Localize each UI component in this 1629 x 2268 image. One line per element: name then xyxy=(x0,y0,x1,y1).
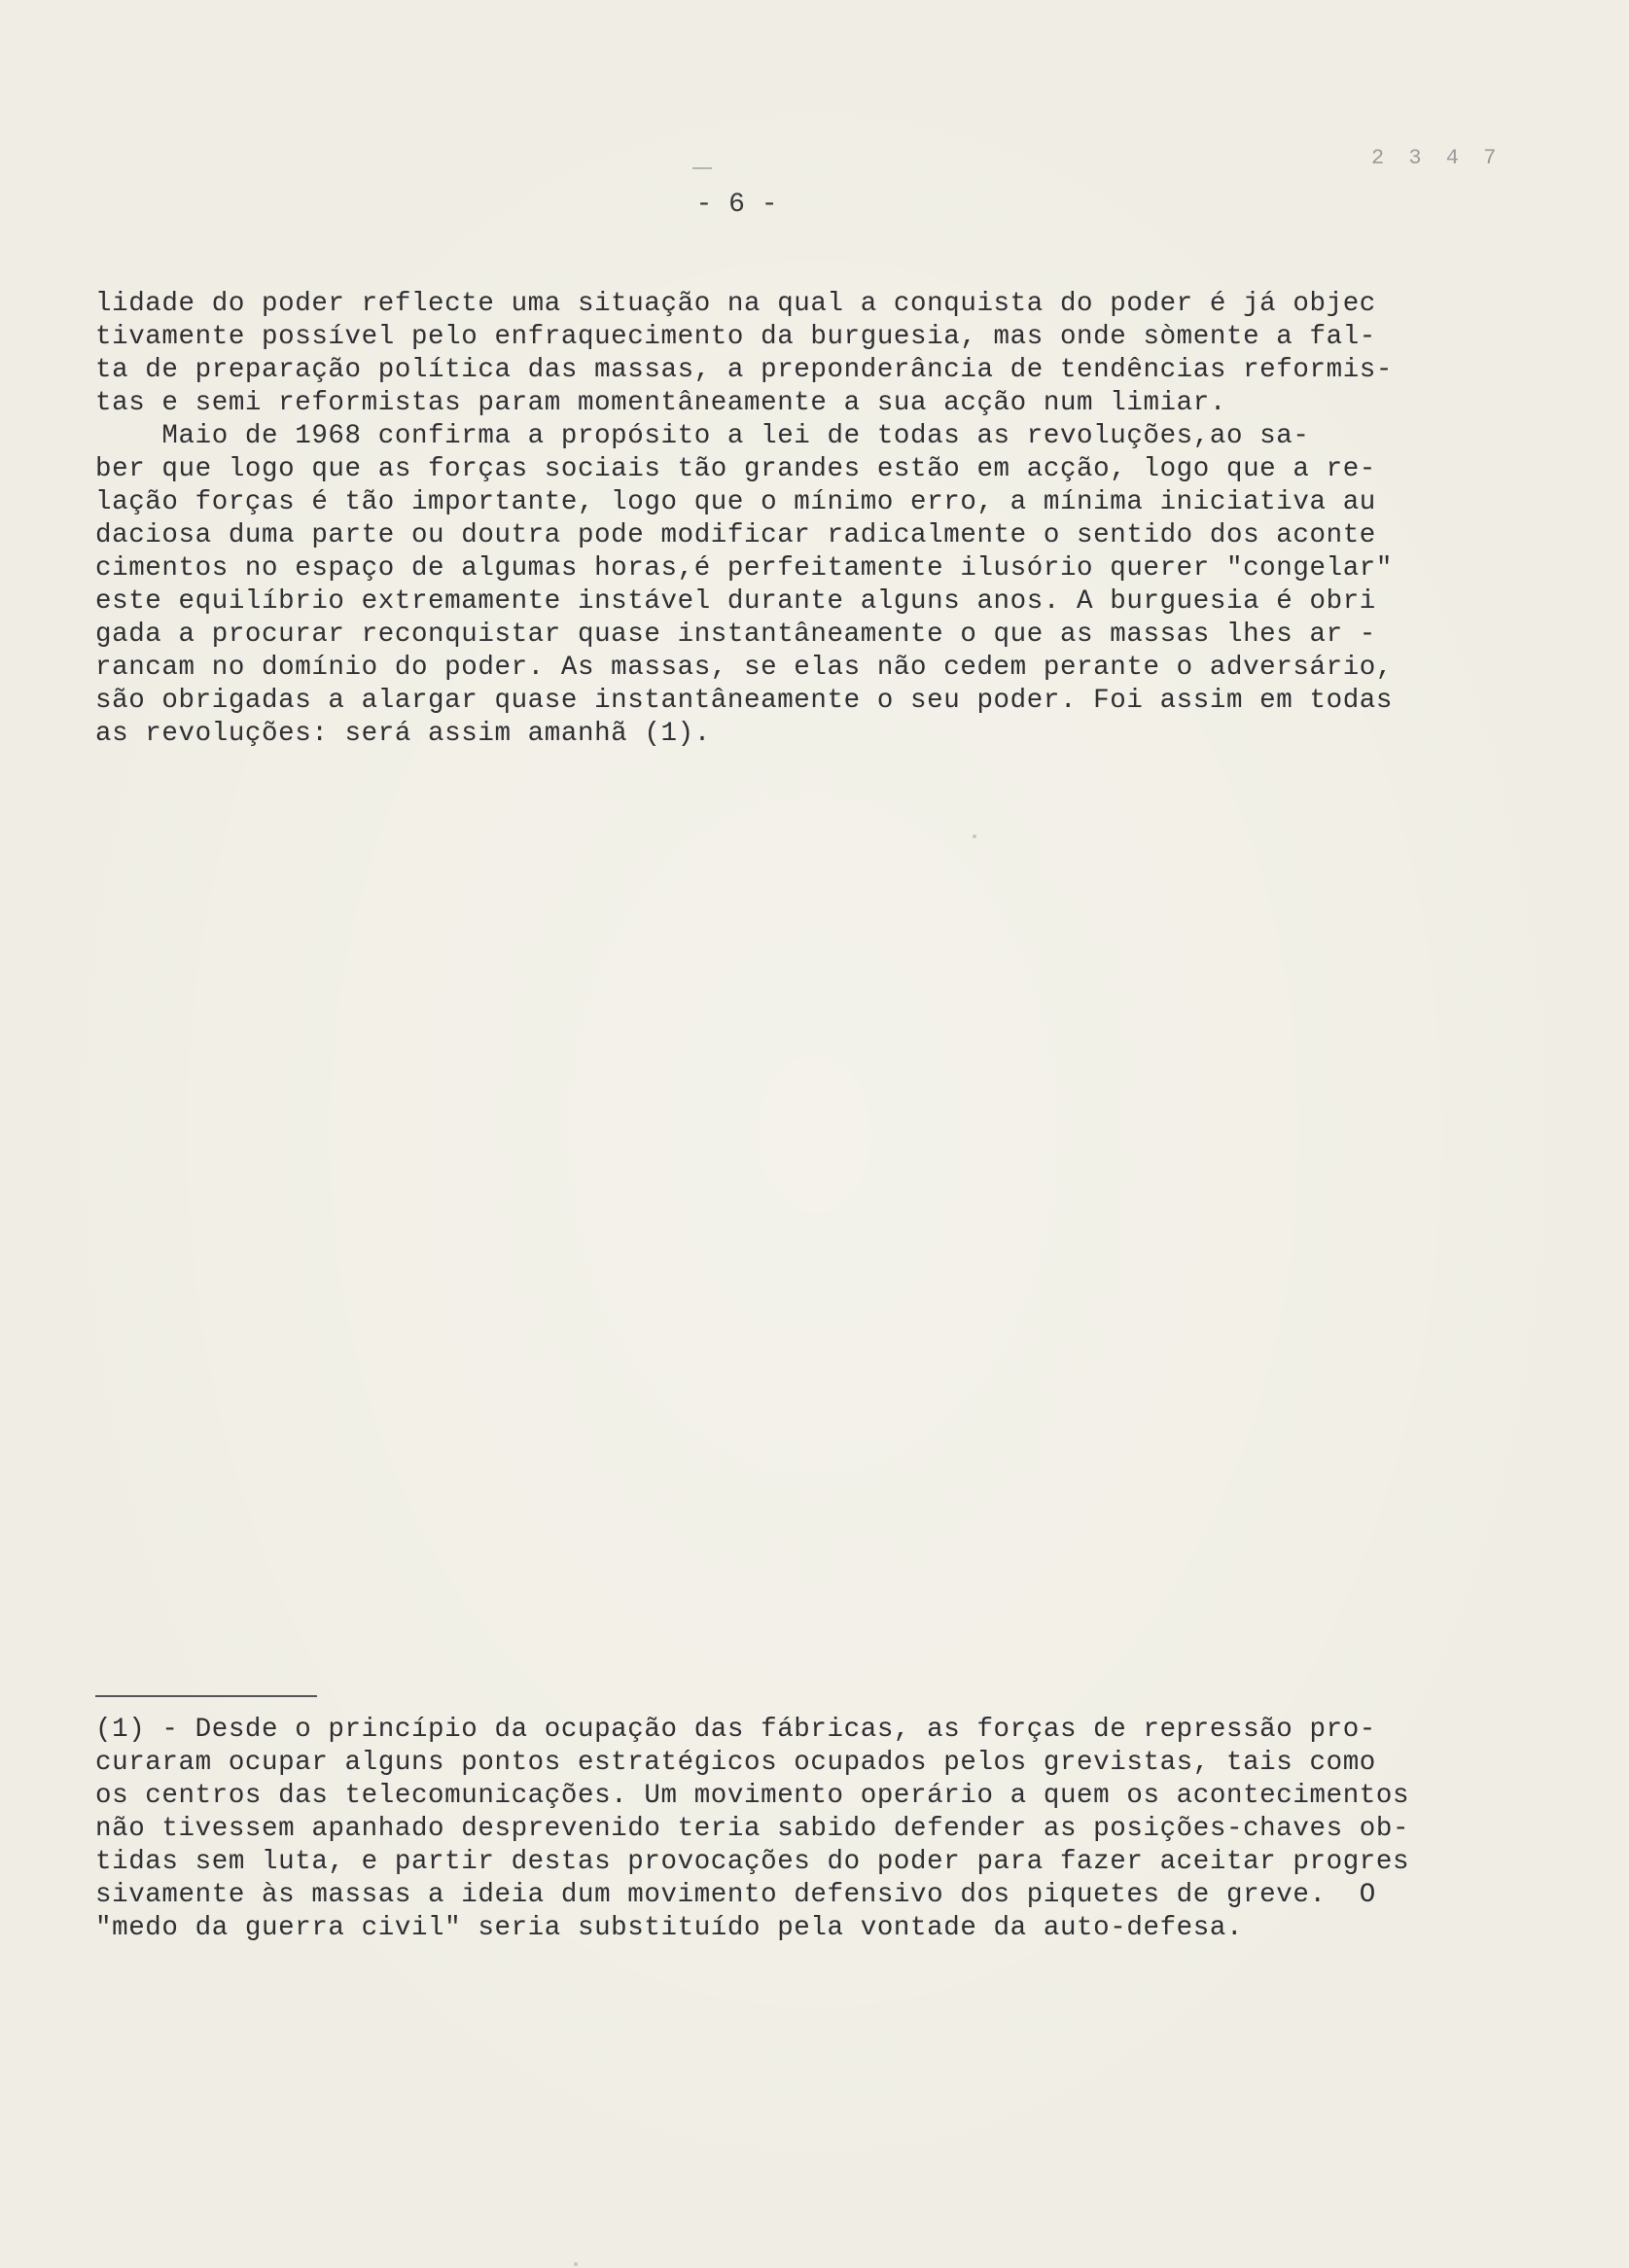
body-line: gada a procurar reconquistar quase instantâneamente o que as massas lhes ar - xyxy=(95,620,1376,650)
footnote-line: tidas sem luta, e partir destas provocações do poder para fazer aceitar progres xyxy=(95,1847,1410,1877)
footnote-line: "medo da guerra civil" seria substituído pela vontade da auto-defesa. xyxy=(95,1913,1244,1943)
body-line: tivamente possível pelo enfraquecimento da burguesia, mas onde sòmente a fal- xyxy=(95,322,1376,352)
body-line: rancam no domínio do poder. As massas, se elas não cedem perante o adversário, xyxy=(95,653,1394,683)
header-dash xyxy=(692,167,712,169)
footnote xyxy=(95,1714,1457,1945)
footnote-line: sivamente às massas a ideia dum movimento defensivo dos piquetes de greve. O xyxy=(95,1880,1376,1910)
footnote-line: (1) - Desde o princípio da ocupação das fábricas, as forças de repressão pro- xyxy=(95,1715,1376,1745)
body-line: lação forças é tão importante, logo que o mínimo erro, a mínima iniciativa au xyxy=(95,487,1376,517)
paper-speck xyxy=(574,2262,578,2266)
body-line: lidade do poder reflecte uma situação na qual a conquista do poder é já objec xyxy=(95,289,1376,319)
body-line: Maio de 1968 confirma a propósito a lei de todas as revoluções,ao sa- xyxy=(95,421,1310,451)
corner-archive-mark: 2 3 4 7 xyxy=(1371,146,1503,170)
page-number: - 6 - xyxy=(695,190,778,220)
body-line: ta de preparação política das massas, a preponderância de tendências reformis- xyxy=(95,355,1394,385)
body-line: daciosa duma parte ou doutra pode modificar radicalmente o sentido dos aconte xyxy=(95,520,1376,550)
body-line: as revoluções: será assim amanhã (1). xyxy=(95,719,711,749)
paper-speck xyxy=(973,834,976,838)
body-text xyxy=(95,288,1437,751)
body-line: tas e semi reformistas param momentâneamente a sua acção num limiar. xyxy=(95,388,1226,418)
body-line: cimentos no espaço de algumas horas,é perfeitamente ilusório querer "congelar" xyxy=(95,553,1394,584)
footnote-line: os centros das telecomunicações. Um movimento operário a quem os acontecimentos xyxy=(95,1781,1410,1811)
footnote-rule xyxy=(95,1695,317,1697)
body-line: ber que logo que as forças sociais tão grandes estão em acção, logo que a re- xyxy=(95,454,1376,484)
body-line: são obrigadas a alargar quase instantâneamente o seu poder. Foi assim em todas xyxy=(95,686,1394,716)
footnote-line: não tivessem apanhado desprevenido teria sabido defender as posições-chaves ob- xyxy=(95,1814,1410,1844)
body-line: este equilíbrio extremamente instável durante alguns anos. A burguesia é obri xyxy=(95,586,1376,617)
footnote-line: curaram ocupar alguns pontos estratégicos ocupados pelos grevistas, tais como xyxy=(95,1748,1376,1778)
